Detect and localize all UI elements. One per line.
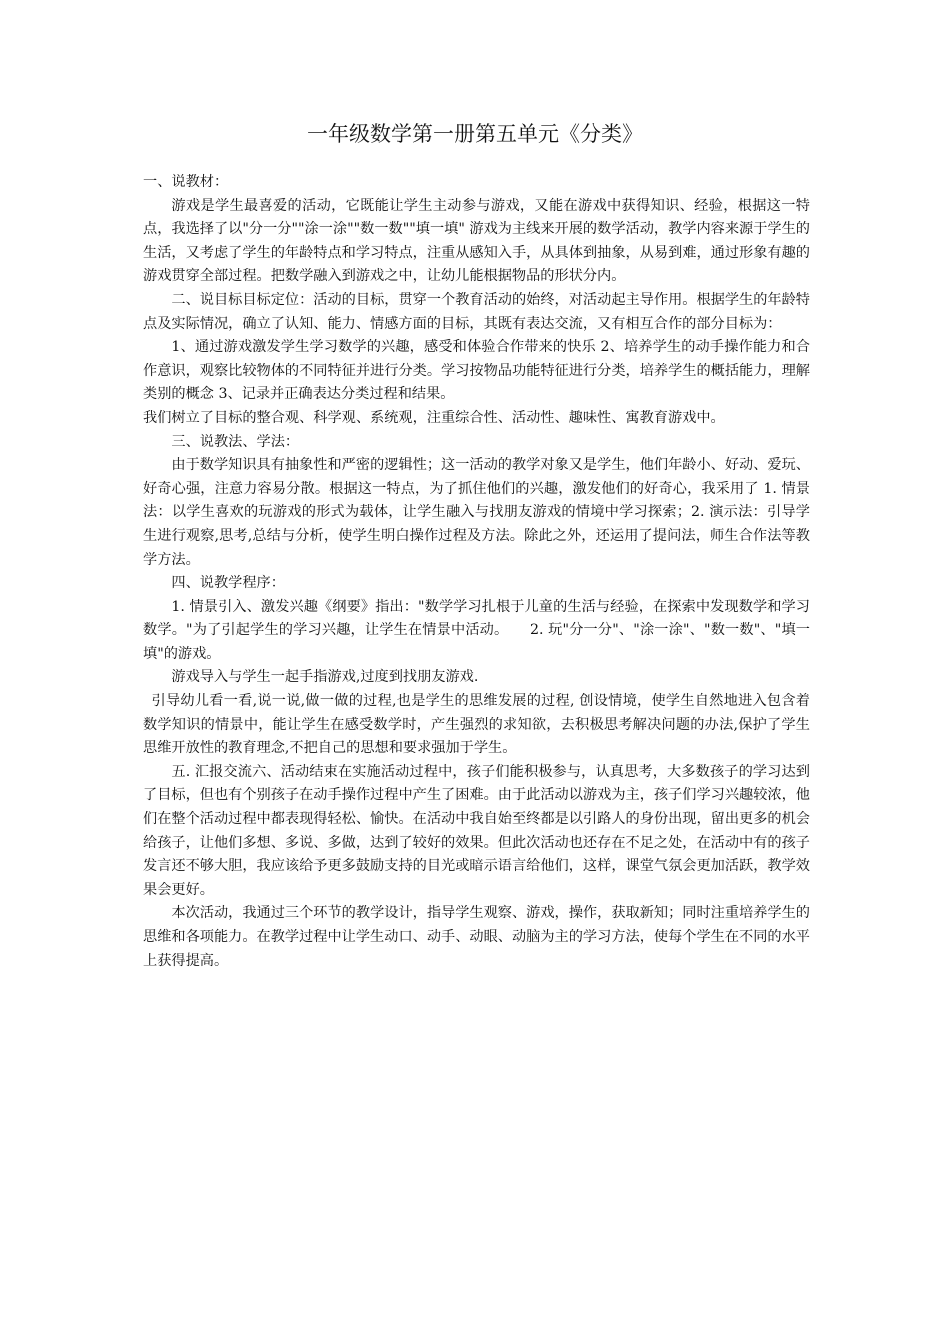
paragraph: 1、通过游戏激发学生学习数学的兴趣，感受和体验合作带来的快乐 2、培养学生的动手操作能力和合作意识，观察比较物体的不同特征并进行分类。学习按物品功能特征进行分类，培养学生的概括能力，理解类别的概念 3、记录并正确表达分类过程和结果。 — [143, 339, 810, 403]
paragraph: 我们树立了目标的整合观、科学观、系统观，注重综合性、活动性、趣味性、寓教育游戏中。 — [143, 409, 725, 426]
paragraph: 1. 情景引入、激发兴趣《纲要》指出："数学学习扎根于儿童的生活与经验，在探索中发现数学和学习数学。"为了引起学生的学习兴趣，让学生在情景中活动。 2. 玩"分一分"、"涂一涂"、"数一数"、"填一填"的游戏。 — [143, 598, 810, 662]
paragraph: 游戏导入与学生一起手指游戏,过度到找朋友游戏. — [171, 669, 479, 686]
paragraph: 本次活动，我通过三个环节的教学设计，指导学生观察、游戏，操作，获取新知；同时注重培养学生的思维和各项能力。在教学过程中让学生动口、动手、动眼、动脑为主的学习方法，使每个学生在不同的水平上获得提高。 — [143, 905, 810, 969]
paragraph: 三、说教法、学法： — [171, 433, 300, 450]
paragraph: 引导幼儿看一看,说一说,做一做的过程,也是学生的思维发展的过程, 创设情境，使学生自然地进入包含着数学知识的情景中，能让学生在感受数学时，产生强烈的求知欲，去积极思考解决问题的办法,保护了学生思维开放性的教育理念,不把自己的思想和要求强加于学生。 — [143, 693, 810, 757]
document-title: 一年级数学第一册第五单元《分类》 — [307, 122, 643, 146]
paragraph: 由于数学知识具有抽象性和严密的逻辑性；这一活动的教学对象又是学生，他们年龄小、好动、爱玩、好奇心强，注意力容易分散。根据这一特点，为了抓住他们的兴趣，激发他们的好奇心，我采用了 1. 情景法：以学生喜欢的玩游戏的形式为载体，让学生融入与找朋友游戏的情境中学习探索；2. 演示法：引导学生进行观察,思考,总结与分析，使学生明白操作过程及方法。除此之外，还运用了提问法，师生合作法等教学方法。 — [143, 457, 810, 568]
paragraph: 二、说目标目标定位：活动的目标，贯穿一个教育活动的始终，对活动起主导作用。根据学生的年龄特点及实际情况，确立了认知、能力、情感方面的目标，其既有表达交流，又有相互合作的部分目标为： — [143, 291, 810, 332]
paragraph: 一、说教材： — [143, 174, 229, 190]
document-body — [143, 171, 810, 973]
paragraph: 五. 汇报交流六、活动结束在实施活动过程中，孩子们能积极参与，认真思考，大多数孩子的学习达到了目标，但也有个别孩子在动手操作过程中产生了困难。由于此活动以游戏为主，孩子们学习兴趣较浓，他们在整个活动过程中都表现得轻松、愉快。在活动中我自始至终都是以引路人的身份出现，留出更多的机会给孩子，让他们多想、多说、多做，达到了较好的效果。但此次活动也还存在不足之处，在活动中有的孩子发言还不够大胆，我应该给予更多鼓励支持的目光或暗示语言给他们，这样，课堂气氛会更加活跃，教学效果会更好。 — [143, 763, 810, 898]
paragraph: 四、说教学程序： — [171, 575, 285, 592]
paragraph: 游戏是学生最喜爱的活动，它既能让学生主动参与游戏，又能在游戏中获得知识、经验，根据这一特点，我选择了以"分一分""涂一涂""数一数""填一填" 游戏为主线来开展的数学活动，教学内容来源于学生的生活，又考虑了学生的年龄特点和学习特点，注重从感知入手，从具体到抽象，从易到难，通过形象有趣的游戏贯穿全部过程。把数学融入到游戏之中，让幼儿能根据物品的形状分内。 — [143, 197, 810, 285]
